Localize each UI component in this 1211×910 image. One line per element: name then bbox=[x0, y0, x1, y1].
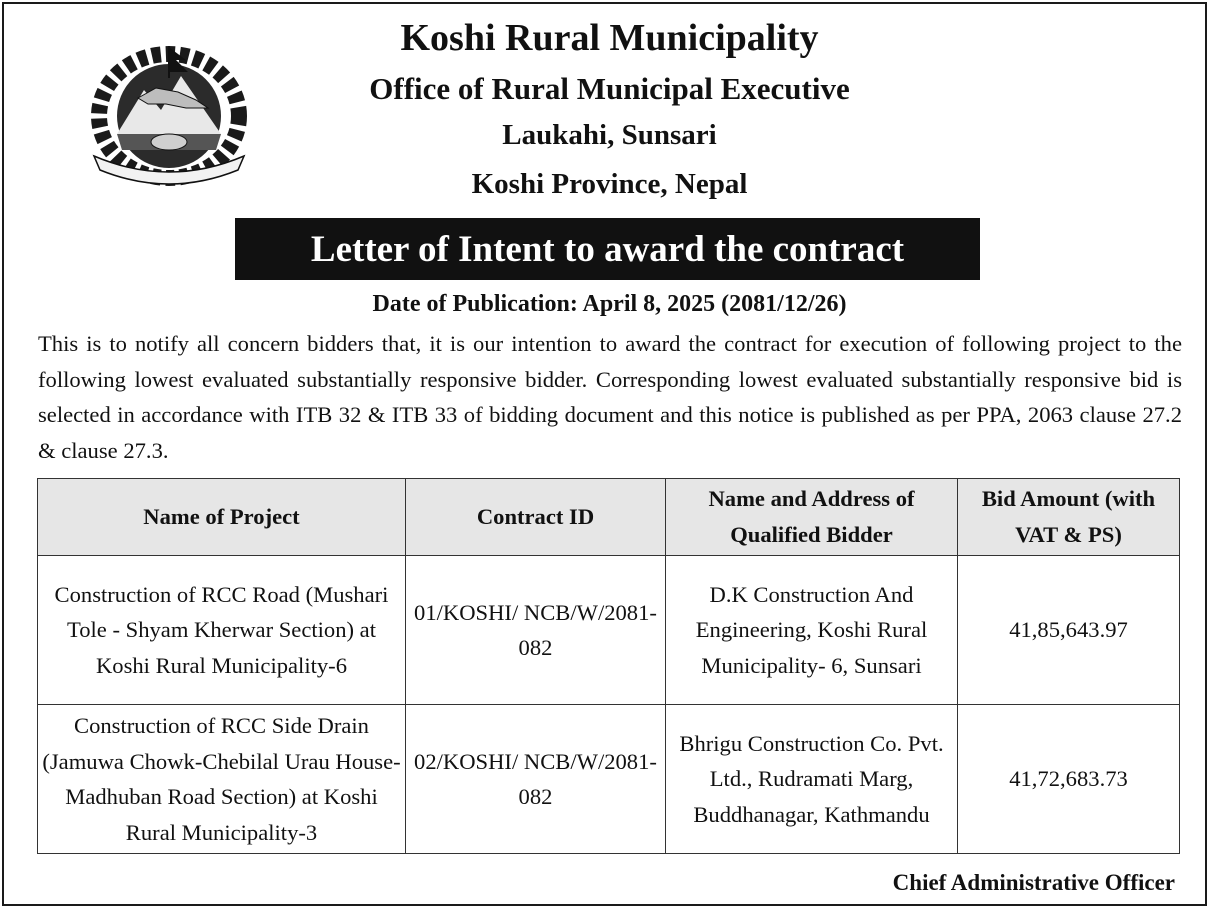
notice-heading-banner: Letter of Intent to award the contract bbox=[235, 218, 980, 280]
column-header-project: Name of Project bbox=[38, 479, 406, 556]
contract-id-cell: 01/KOSHI/ NCB/W/2081-082 bbox=[406, 556, 666, 705]
project-name-cell: Construction of RCC Road (Mushari Tole - Shyam Kherwar Section) at Koshi Rural Municipality-6 bbox=[38, 556, 406, 705]
bid-amount-cell: 41,85,643.97 bbox=[958, 556, 1180, 705]
column-header-contract-id: Contract ID bbox=[406, 479, 666, 556]
office-name: Office of Rural Municipal Executive bbox=[369, 71, 850, 106]
municipality-title: Koshi Rural Municipality bbox=[400, 17, 819, 59]
office-location: Laukahi, Sunsari bbox=[502, 119, 717, 151]
bidder-cell: D.K Construction And Engineering, Koshi Rural Municipality- 6, Sunsari bbox=[666, 556, 958, 705]
column-header-bid-amount: Bid Amount (with VAT & PS) bbox=[958, 479, 1180, 556]
bid-table bbox=[37, 478, 1180, 854]
notice-body: This is to notify all concern bidders that, it is our intention to award the contract for execution of following project to the following lowest evaluated substantially responsive bidder. Corresponding lowest evaluated substantially responsive bid is selected in accordance with ITB 32 & ITB 33 of bidding document and this notice is published as per PPA, 2063 clause 27.2 & clause 27.3. bbox=[38, 331, 1182, 463]
notice-page bbox=[2, 2, 1207, 906]
contract-id-cell: 02/KOSHI/ NCB/W/2081-082 bbox=[406, 705, 666, 854]
bidder-cell: Bhrigu Construction Co. Pvt. Ltd., Rudramati Marg, Buddhanagar, Kathmandu bbox=[666, 705, 958, 854]
signatory-title: Chief Administrative Officer bbox=[892, 870, 1175, 895]
publication-date: Date of Publication: April 8, 2025 (2081/12/26) bbox=[372, 291, 847, 317]
province-name: Koshi Province, Nepal bbox=[471, 168, 748, 200]
nepal-government-emblem-icon bbox=[86, 38, 252, 188]
table-row bbox=[38, 705, 1180, 854]
table-row bbox=[38, 556, 1180, 705]
table-header-row bbox=[38, 479, 1180, 556]
column-header-bidder: Name and Address of Qualified Bidder bbox=[666, 479, 958, 556]
project-name-cell: Construction of RCC Side Drain (Jamuwa Chowk-Chebilal Urau House-Madhuban Road Section) at Koshi Rural Municipality-3 bbox=[38, 705, 406, 854]
bid-amount-cell: 41,72,683.73 bbox=[958, 705, 1180, 854]
